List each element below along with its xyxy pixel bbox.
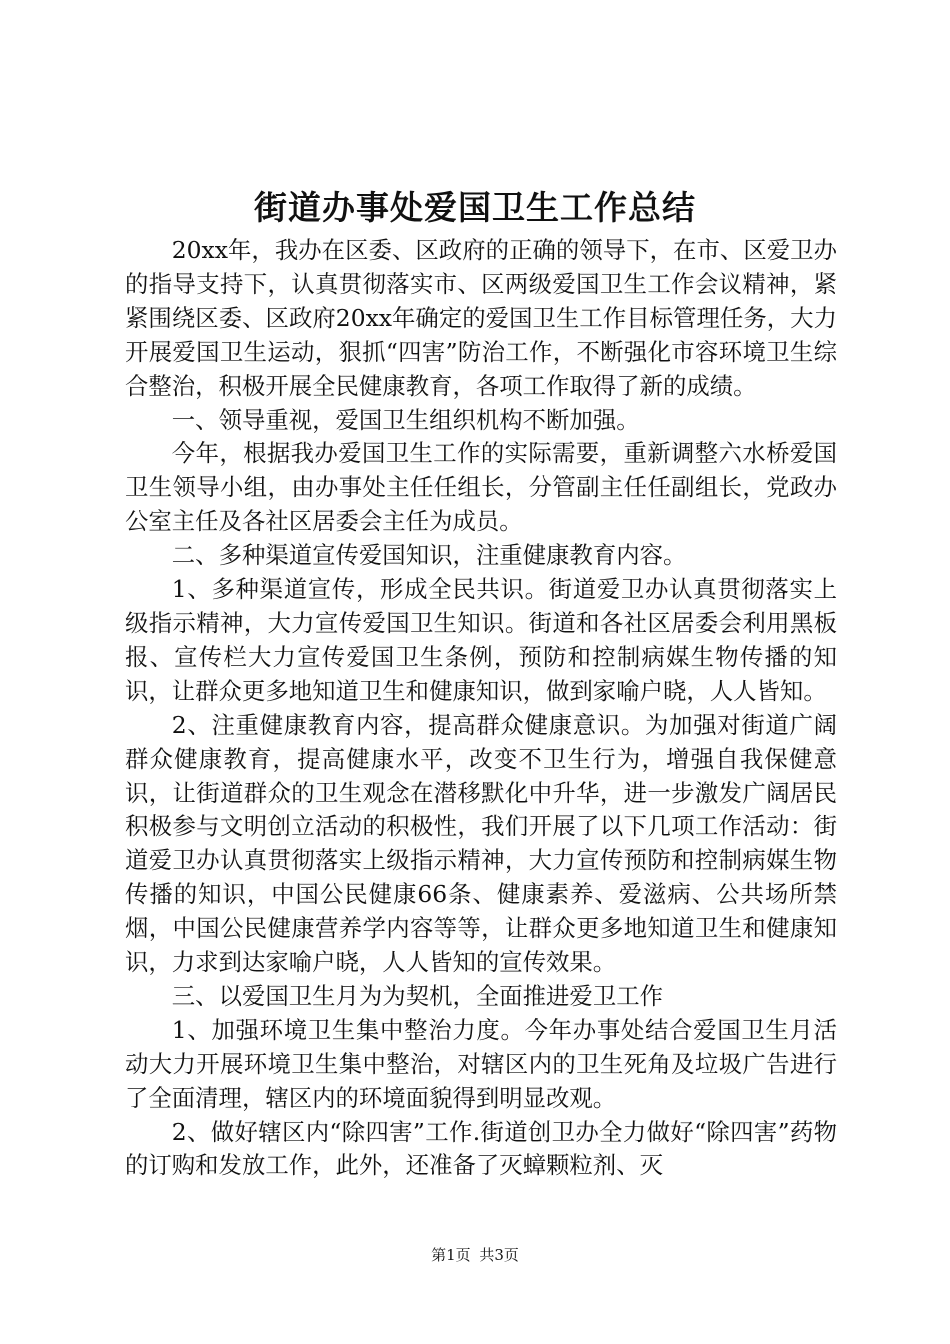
paragraph-environment: 1、加强环境卫生集中整治力度。今年办事处结合爱国卫生月活动大力开展环境卫生集中整治，对辖区内的卫生死角及垃圾广告进行了全面清理，辖区内的环境面貌得到明显改观。 — [125, 1015, 837, 1112]
document-title: 街道办事处爱国卫生工作总结 — [254, 188, 696, 227]
paragraph-pest-control: 2、做好辖区内“除四害”工作.街道创卫办全力做好“除四害”药物的订购和发放工作，此外，还准备了灭蟑颗粒剂、灭 — [125, 1117, 837, 1180]
paragraph-leadership: 今年，根据我办爱国卫生工作的实际需要，重新调整六水桥爱国卫生领导小组，由办事处主任任组长，分管副主任任副组长，党政办公室主任及各社区居委会主任为成员。 — [125, 439, 837, 536]
section-heading-2: 二、多种渠道宣传爱国知识，注重健康教育内容。 — [171, 541, 687, 570]
paragraph-publicity: 1、多种渠道宣传，形成全民共识。街道爱卫办认真贯彻落实上级指示精神，大力宣传爱国卫生知识。街道和各社区居委会利用黑板报、宣传栏大力宣传爱国卫生条例，预防和控制病媒生物传播的知识，让群众更多地知道卫生和健康知识，做到家喻户晓，人人皆知。 — [125, 575, 837, 705]
paragraph-intro: 20xx年，我办在区委、区政府的正确的领导下，在市、区爱卫办的指导支持下，认真贯彻落实市、区两级爱国卫生工作会议精神，紧紧围绕区委、区政府20xx年确定的爱国卫生工作目标管理任务，大力开展爱国卫生运动，狠抓“四害”防治工作，不断强化市容环境卫生综合整治，积极开展全民健康教育，各项工作取得了新的成绩。 — [125, 236, 837, 400]
paragraph-health-education: 2、注重健康教育内容，提高群众健康意识。为加强对街道广阔群众健康教育，提高健康水平，改变不卫生行为，增强自我保健意识，让街道群众的卫生观念在潜移默化中升华，进一步激发广阔居民积极参与文明创立活动的积极性，我们开展了以下几项工作活动：街道爱卫办认真贯彻落实上级指示精神，大力宣传预防和控制病媒生物传播的知识，中国公民健康66条、健康素养、爱滋病、公共场所禁烟，中国公民健康营养学内容等等，让群众更多地知道卫生和健康知识，力求到达家喻户晓，人人皆知的宣传效果。 — [125, 710, 837, 977]
section-heading-3: 三、以爱国卫生月为为契机，全面推进爱卫工作 — [171, 981, 663, 1010]
document-body — [125, 234, 837, 1183]
section-heading-1: 一、领导重视，爱国卫生组织机构不断加强。 — [171, 405, 640, 434]
page-footer: 第1页 共3页 — [431, 1246, 519, 1264]
